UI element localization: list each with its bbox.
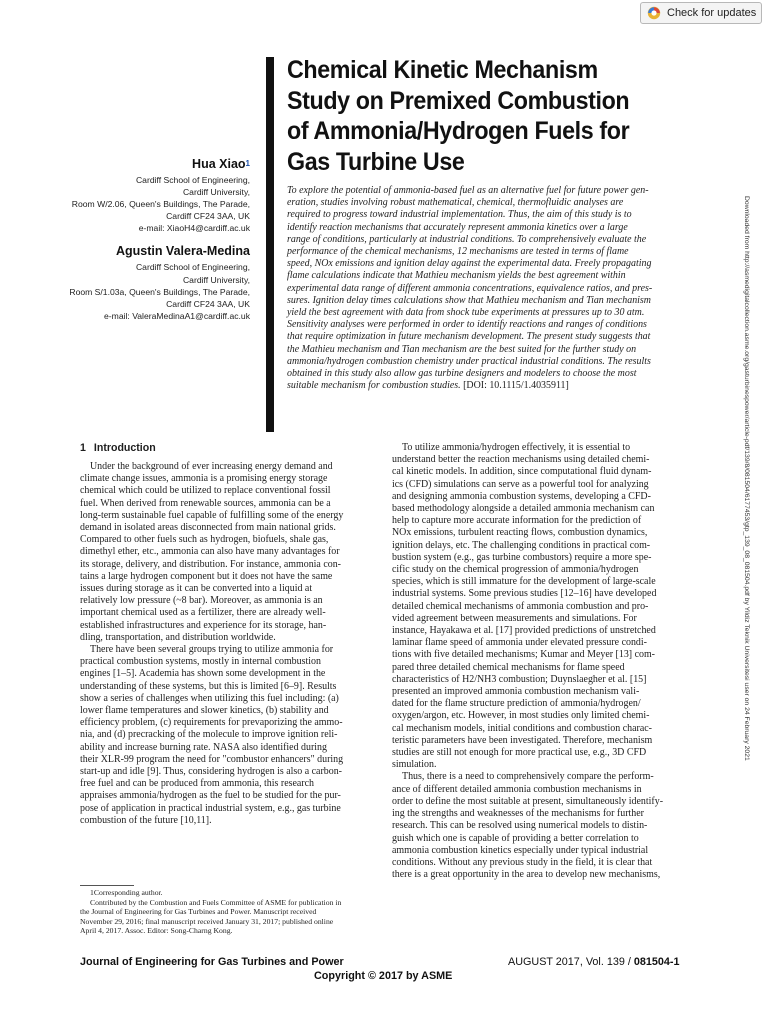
check-updates-icon [647,6,661,20]
affiliation-line: Room S/1.03a, Queen's Buildings, The Parade, [69,286,250,297]
author-name: Hua Xiao$^1$ [192,157,250,171]
affiliation-line: Cardiff School of Engineering, [135,262,250,273]
title-divider-bar [266,57,274,432]
body-column-left [80,442,376,827]
author-name: Agustin Valera-Medina [115,244,250,259]
author-email: e-mail: XiaoH4@cardiff.ac.uk [138,223,250,234]
body-text: Under the background of ever increasing energy demand and climate change issues, ammonia is a promising energy storage chemical which could be utilized to replace conventional fossil fuel. When derived from renewable sources, ammonia can be a long-term sustainable fuel capable of fulfilling some of the energy demand in isolated areas disconnected from main national grids. Compared to other fuels such as hydrogen, biofuels, shale gas, dimethyl ether, etc., ammonia can also have many advantages for its storage, delivery, and distribution. For instance, ammonia con- tains a large hydrogen component but it does not have the same issues during storage as it can be converted into a liquid at relatively low pressure (~8 bar). Moreover, as ammonia is an important chemical used as a fertilizer, there are already well- established infrastructures and experience for its storage, han- dling, transportation, and distribution worldwide. There have been several groups trying to utilize ammonia for practical combustion systems, mostly in internal combustion engines [1–5]. Academia has shown some development in the understanding of these systems, but this is limited [6–9]. Results show a series of challenges when utilizing this fuel including: (a) lower flame temperatures and slower kinetics, (b) stability and efficiency problem, (c) requirements for prevaporizing the ammo- nia, and (d) precracking of the molecule to improve ignition reli- ability and increase burning rate. NASA also identified during their XLR-99 program the need for "combustor enhancers" during start-up and idle [9]. Thus, considering hydrogen is also a carbon- free fuel and can be produced from ammonia, this research appraises ammonia/hydrogen as the fuel to be studied for the pur- pose of application in practical industrial system, e.g., gas turbine combustion of the future [10,11]. [80,461,344,826]
affiliation-line: Cardiff CF24 3AA, UK [166,298,250,309]
affiliation-line: Cardiff University, [182,274,250,285]
author-block [60,156,250,322]
section-heading: 1 Introduction [80,442,156,454]
footnote-marker-link[interactable]: 1 [245,159,250,168]
download-note: Downloaded from http://asmedigitalcollection.asme.org/gasturbinespower/article-pdf/139/8/081504/6177453/gtp_139_08_081504.pdf by Yildiz Teknik Universitesi user on 24 February 2021 [743,196,750,761]
affiliation-line: Cardiff CF24 3AA, UK [166,211,250,222]
footnotes: 1Corresponding author. Contributed by the Combustion and Fuels Committee of ASME for publication in the Journal of Engineering for Gas Turbines and Power. Manuscript received November 29, 2016; final manuscript received January 31, 2017; published online April 4, 2017. Assoc. Editor: Song-Charng Kong. [80,888,342,936]
check-for-updates-button[interactable] [640,2,762,24]
check-updates-label: Check for updates [667,7,757,19]
affiliation-line: Cardiff School of Engineering, [135,175,250,185]
journal-name: Journal of Engineering for Gas Turbines and Power [80,956,344,968]
doi-link[interactable]: [DOI: 10.1115/1.4035911] [463,380,569,392]
body-column-right: To utilize ammonia/hydrogen effectively, it is essential to understand better the reaction mechanisms using detailed chemi- cal kinetic models. In addition, since computational fluid dynam- ics (CFD) simulations can serve as a powerful tool for analyzing and designing ammonia combustion systems, developing a CFD- based methodology alongside a detailed ammonia mechanism can help to capture more accurate information for the prediction of NOx emissions, turbulent reacting flows, combustion dynamics, ignition delays, etc. The challenging conditions in practical com- bustion system (e.g., gas turbine combustors) require a more spe- cific study on the chemical progression of ammonia/hydrogen species, which is still immature for the development of large-scale industrial systems. Some previous studies [12–16] have developed detailed chemical mechanisms of ammonia combustion and pro- vided agreement between measurements and simulations. For instance, Hayakawa et al. [17] provided predictions of unstretched laminar flame speed of ammonia under elevated pressure condi- tions with five detailed mechanisms; Kumar and Meyer [13] com- pared three detailed chemical mechanisms for flame speed characteristics of H2/NH3 combustion; Duynslaegher et al. [15] presented an improved ammonia combustion mechanism vali- dated for the flame structure prediction of ammonia/hydrogen/ oxygen/argon, etc. However, in most studies only limited chemi- cal mechanism models, initial conditions and combustion charac- teristic parameters have been investigated. Therefore, mechanism studies are still not enough for more practical use, e.g., 3D CFD simulation. Thus, there is a need to comprehensively compare the perform- ance of different detailed ammonia combustion mechanisms in order to define the most suitable at present, simultaneously identify- ing the strengths and weaknesses of the mechanisms for further research. This can be resolved using numerical models to distin- guish which one is capable of providing a better correlation to ammonia combustion kinetics especially under typical industrial conditions. Without any previous study in the field, it is clear that there is a great opportunity in the area to develop new mechanisms, [392,442,664,881]
issue-info: AUGUST 2017, Vol. 139 / 081504-1 [508,956,680,968]
paper-title: Chemical Kinetic Mechanism Study on Premixed Combustion of Ammonia/Hydrogen Fuels for Gas Turbine Use [287,56,630,176]
footnote-divider [80,885,134,886]
copyright: Copyright © 2017 by ASME [314,970,453,982]
affiliation-line: Cardiff University, [182,187,250,198]
abstract: To explore the potential of ammonia-based fuel as an alternative fuel for future power gen- eration, studies involving robust mathematical, chemical, thermofluidic analyses are required to progress toward industrial implementation. Thus, the aim of this study is to identify reaction mechanisms that accurately represent ammonia kinetics over a large range of conditions, particularly at industrial conditions. To comprehensively evaluate the performance of the chemical mechanisms, 12 mechanisms are tested in terms of flame speed, NOx emissions and ignition delay against the experimental data. Freely propagating flame calculations indicate that Mathieu mechanism yields the best agreement within experimental data range of different ammonia concentrations, equivalence ratios, and pres- sures. Ignition delay times calculations show that Mathieu mechanism and Tian mechanism yield the best agreement with data from shock tube experiments at pressures up to 30 atm. Sensitivity analyses were performed in order to identify reactions and ranges of conditions that require optimization in future mechanism development. The present study suggests that the Mathieu mechanism and Tian mechanism are the best suited for the further study on ammonia/hydrogen combustion chemistry under practical industrial conditions. The results obtained in this study also allow gas turbine designers and modelers to choose the most suitable mechanism for combustion studies. [DOI: 10.1115/1.4035911] [287,185,653,392]
author-email: e-mail: ValeraMedinaA1@cardiff.ac.uk [104,310,250,321]
affiliation-line: Room W/2.06, Queen's Buildings, The Parade, [71,199,250,210]
